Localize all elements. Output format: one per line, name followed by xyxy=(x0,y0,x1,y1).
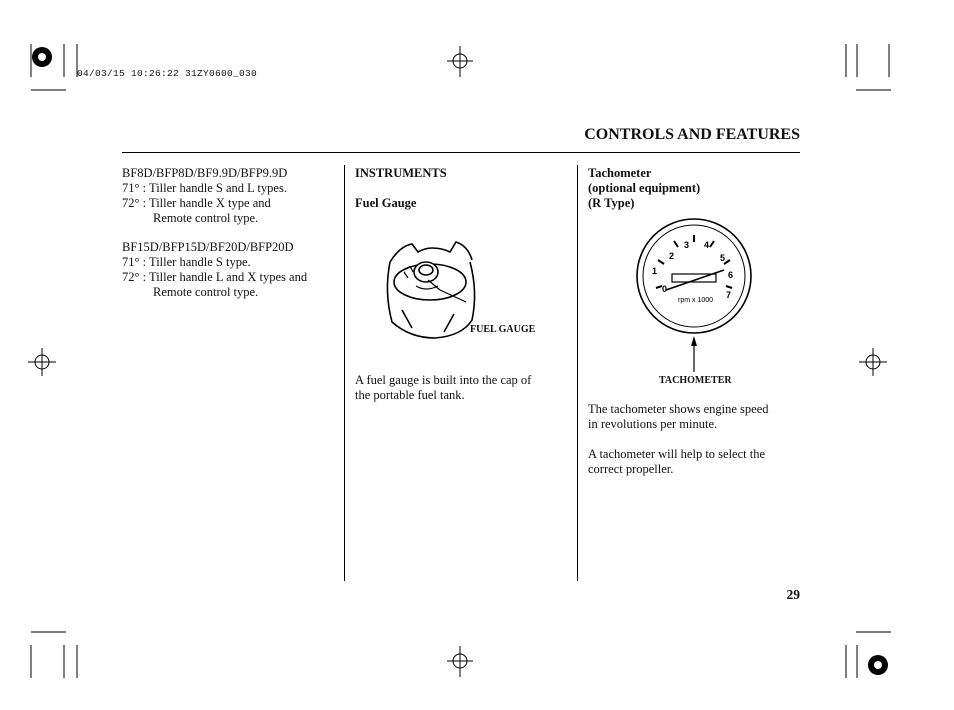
tachometer-paragraph-2: A tachometer will help to select the correct propeller. xyxy=(588,447,766,476)
page-header-title: CONTROLS AND FEATURES xyxy=(584,126,800,143)
tachometer-dial-number: 6 xyxy=(728,270,734,280)
page-number: 29 xyxy=(786,587,800,602)
model-group-1-title: BF8D/BFP8D/BF9.9D/BFP9.9D xyxy=(122,166,288,180)
tachometer-title: Tachometer (optional equipment) (R Type) xyxy=(588,166,701,210)
tachometer-illustration xyxy=(634,216,754,386)
model-group-2-line: 72° : Tiller handle L and X types and xyxy=(122,270,308,284)
tachometer-dial-number: 5 xyxy=(720,253,726,263)
fuel-gauge-description: A fuel gauge is built into the cap of the portable fuel tank. xyxy=(355,373,532,402)
tachometer-paragraph-1: The tachometer shows engine speed in revolutions per minute. xyxy=(588,402,769,431)
tachometer-dial-number: 4 xyxy=(704,240,710,250)
section-title-instruments: INSTRUMENTS xyxy=(355,166,447,180)
tachometer-caption: TACHOMETER xyxy=(659,375,732,386)
model-group-1-line: Remote control type. xyxy=(153,211,259,225)
fuel-gauge-caption: FUEL GAUGE xyxy=(470,324,536,335)
tachometer-unit-label: rpm x 1000 xyxy=(678,297,714,304)
tachometer-dial-number: 2 xyxy=(669,251,675,261)
model-group-1-line: 71° : Tiller handle S and L types. xyxy=(122,181,287,195)
tachometer-dial-number: 0 xyxy=(662,284,668,294)
tachometer-dial-number: 7 xyxy=(726,290,732,300)
tachometer-dial-number: 1 xyxy=(652,266,658,276)
print-stamp: 04/03/15 10:26:22 31ZY0600_030 xyxy=(77,68,258,79)
tachometer-dial-number: 3 xyxy=(684,240,690,250)
model-group-2-line: 71° : Tiller handle S type. xyxy=(122,255,251,269)
model-group-2-title: BF15D/BFP15D/BF20D/BFP20D xyxy=(122,240,294,254)
model-group-2-line: Remote control type. xyxy=(153,285,259,299)
column-divider-right xyxy=(577,165,578,581)
column-divider-left xyxy=(344,165,345,581)
header-rule xyxy=(122,152,800,153)
left-column xyxy=(122,166,337,300)
subsection-title-fuel-gauge: Fuel Gauge xyxy=(355,196,417,210)
model-group-1-line: 72° : Tiller handle X type and xyxy=(122,196,271,210)
